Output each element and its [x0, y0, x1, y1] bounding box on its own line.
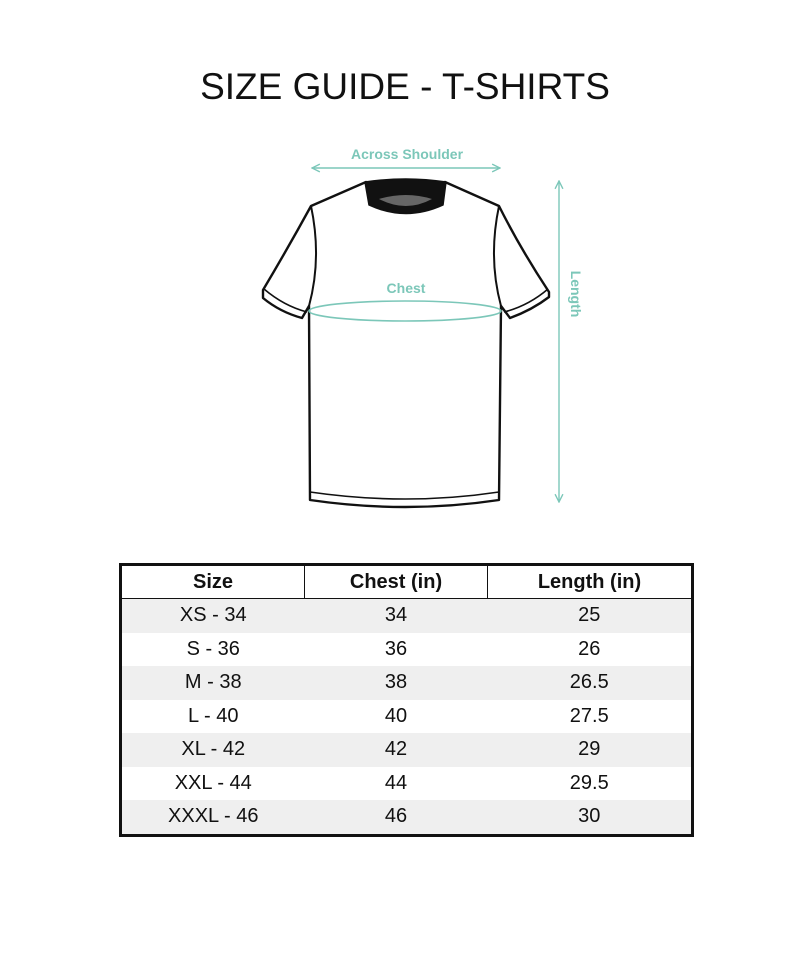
- length-cell: 29: [488, 733, 693, 767]
- length-cell: 26: [488, 633, 693, 667]
- size-cell: M - 38: [121, 666, 305, 700]
- tshirt-outline: [263, 182, 549, 507]
- table-row: [121, 767, 693, 801]
- length-cell: 30: [488, 800, 693, 835]
- size-cell: XXL - 44: [121, 767, 305, 801]
- size-table-header-row: [121, 565, 693, 599]
- size-cell: L - 40: [121, 700, 305, 734]
- length-cell: 25: [488, 599, 693, 633]
- length-cell: 26.5: [488, 666, 693, 700]
- size-cell: S - 36: [121, 633, 305, 667]
- table-row: [121, 666, 693, 700]
- size-cell: XS - 34: [121, 599, 305, 633]
- chest-cell: 40: [305, 700, 488, 734]
- chest-label: Chest: [386, 280, 426, 296]
- chest-cell: 42: [305, 733, 488, 767]
- table-row: [121, 599, 693, 633]
- table-row: [121, 700, 693, 734]
- chest-column-header: Chest (in): [305, 565, 488, 599]
- table-row: [121, 800, 693, 835]
- chest-cell: 44: [305, 767, 488, 801]
- chest-cell: 34: [305, 599, 488, 633]
- page-title: SIZE GUIDE - T-SHIRTS: [200, 66, 610, 107]
- length-cell: 29.5: [488, 767, 693, 801]
- table-row: [121, 633, 693, 667]
- length-label: Length: [568, 270, 584, 318]
- across-shoulder-label: Across Shoulder: [350, 146, 464, 162]
- chest-cell: 46: [305, 800, 488, 835]
- chest-cell: 38: [305, 666, 488, 700]
- length-column-header: Length (in): [488, 565, 693, 599]
- size-column-header: Size: [121, 565, 305, 599]
- table-row: [121, 733, 693, 767]
- size-cell: XL - 42: [121, 733, 305, 767]
- length-cell: 27.5: [488, 700, 693, 734]
- size-cell: XXXL - 46: [121, 800, 305, 835]
- chest-cell: 36: [305, 633, 488, 667]
- size-table: [119, 563, 694, 837]
